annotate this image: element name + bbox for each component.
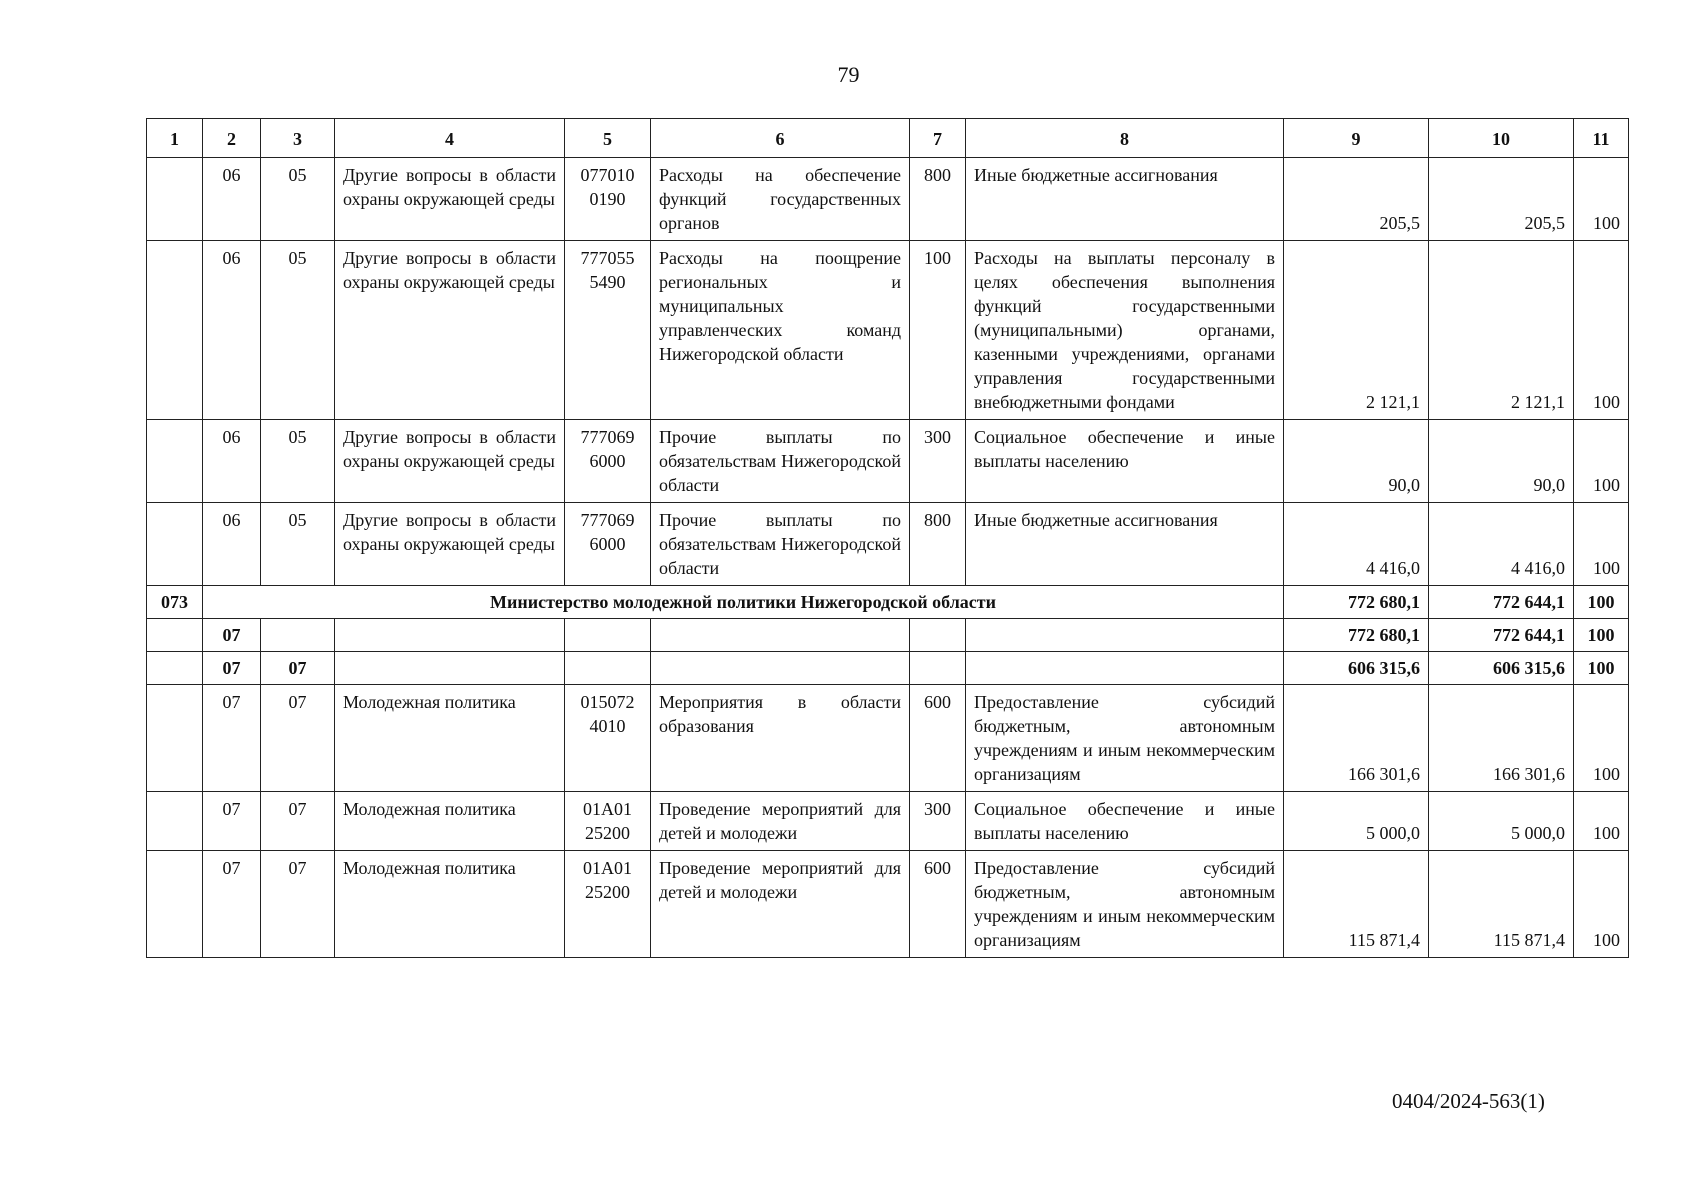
cell-target-name: [651, 652, 910, 685]
cell-percent: 100: [1574, 586, 1629, 619]
cell-percent: 100: [1574, 241, 1629, 420]
cell-percent: 100: [1574, 685, 1629, 792]
page-number: 79: [837, 62, 860, 87]
cell-target-code: 777069 6000: [565, 420, 651, 503]
cell-planned: 606 315,6: [1284, 652, 1429, 685]
cell-percent: 100: [1574, 619, 1629, 652]
cell-target-name: Прочие выплаты по обязательствам Нижегородской области: [651, 420, 910, 503]
section-total-row: [147, 619, 1629, 652]
cell-target-code: [565, 619, 651, 652]
cell-target-code: 01А01 25200: [565, 792, 651, 851]
cell-actual: 205,5: [1429, 158, 1574, 241]
cell-target-code: 777069 6000: [565, 503, 651, 586]
cell-expense-name: Предоставление субсидий бюджетным, автономным учреждениям и иным некоммерческим организациям: [966, 685, 1284, 792]
cell-expense-name: Расходы на выплаты персоналу в целях обеспечения выполнения функций государственными (муниципальными) органами, казенными учреждениями, органами управления государственными внебюджетными фондами: [966, 241, 1284, 420]
cell-subsection: 07: [261, 652, 335, 685]
cell-subsection: 05: [261, 241, 335, 420]
col-header: 9: [1284, 119, 1429, 158]
ministry-title: Министерство молодежной политики Нижегородской области: [203, 586, 1284, 619]
table-row: [147, 503, 1629, 586]
cell-subsection: 05: [261, 503, 335, 586]
cell-expense-code: [910, 619, 966, 652]
cell-subsection-name: Молодежная политика: [335, 851, 565, 958]
col-header: 8: [966, 119, 1284, 158]
cell-1: [147, 420, 203, 503]
cell-expense-name: Социальное обеспечение и иные выплаты населению: [966, 792, 1284, 851]
cell-expense-name: [966, 652, 1284, 685]
cell-actual: 4 416,0: [1429, 503, 1574, 586]
col-header: 6: [651, 119, 910, 158]
cell-expense-code: 800: [910, 503, 966, 586]
cell-1: [147, 158, 203, 241]
table-row: [147, 792, 1629, 851]
cell-subsection: 07: [261, 851, 335, 958]
table-row: [147, 241, 1629, 420]
cell-target-code: 01А01 25200: [565, 851, 651, 958]
cell-percent: 100: [1574, 420, 1629, 503]
cell-target-name: Прочие выплаты по обязательствам Нижегородской области: [651, 503, 910, 586]
cell-actual: 772 644,1: [1429, 619, 1574, 652]
cell-actual: 115 871,4: [1429, 851, 1574, 958]
cell-expense-name: Иные бюджетные ассигнования: [966, 503, 1284, 586]
cell-planned: 115 871,4: [1284, 851, 1429, 958]
cell-subsection: 05: [261, 158, 335, 241]
cell-section: 06: [203, 503, 261, 586]
cell-target-name: Расходы на обеспечение функций государственных органов: [651, 158, 910, 241]
cell-subsection: 07: [261, 685, 335, 792]
cell-planned: 4 416,0: [1284, 503, 1429, 586]
cell-expense-code: 300: [910, 792, 966, 851]
document-code: 0404/2024-563(1): [1392, 1089, 1545, 1113]
cell-planned: 166 301,6: [1284, 685, 1429, 792]
cell-section: 07: [203, 851, 261, 958]
cell-subsection-name: Другие вопросы в области охраны окружающей среды: [335, 420, 565, 503]
cell-percent: 100: [1574, 792, 1629, 851]
cell-planned: 5 000,0: [1284, 792, 1429, 851]
table-row: [147, 851, 1629, 958]
cell-subsection-name: Другие вопросы в области охраны окружающей среды: [335, 241, 565, 420]
cell-target-name: Проведение мероприятий для детей и молодежи: [651, 851, 910, 958]
cell-percent: 100: [1574, 158, 1629, 241]
cell-subsection: 05: [261, 420, 335, 503]
cell-section: 07: [203, 792, 261, 851]
cell-planned: 772 680,1: [1284, 619, 1429, 652]
cell-actual: 606 315,6: [1429, 652, 1574, 685]
cell-subsection-name: Другие вопросы в области охраны окружающей среды: [335, 503, 565, 586]
cell-subsection-name: [335, 619, 565, 652]
cell-1: [147, 685, 203, 792]
col-header: 5: [565, 119, 651, 158]
cell-percent: 100: [1574, 851, 1629, 958]
cell-1: [147, 851, 203, 958]
ministry-row: [147, 586, 1629, 619]
cell-target-code: 777055 5490: [565, 241, 651, 420]
cell-target-name: Мероприятия в области образования: [651, 685, 910, 792]
col-header: 1: [147, 119, 203, 158]
cell-expense-name: Предоставление субсидий бюджетным, автономным учреждениям и иным некоммерческим организациям: [966, 851, 1284, 958]
cell-actual: 2 121,1: [1429, 241, 1574, 420]
budget-table: [146, 118, 1629, 958]
subsection-total-row: [147, 652, 1629, 685]
cell-target-name: Расходы на поощрение региональных и муниципальных управленческих команд Нижегородской области: [651, 241, 910, 420]
cell-expense-code: 300: [910, 420, 966, 503]
table-row: [147, 158, 1629, 241]
table-row: [147, 420, 1629, 503]
cell-section: 06: [203, 158, 261, 241]
table-row: [147, 685, 1629, 792]
cell-1: [147, 503, 203, 586]
col-header: 2: [203, 119, 261, 158]
col-header: 4: [335, 119, 565, 158]
col-header: 11: [1574, 119, 1629, 158]
cell-actual: 166 301,6: [1429, 685, 1574, 792]
cell-section: 07: [203, 685, 261, 792]
cell-actual: 90,0: [1429, 420, 1574, 503]
cell-percent: 100: [1574, 503, 1629, 586]
cell-actual: 5 000,0: [1429, 792, 1574, 851]
cell-section: 06: [203, 420, 261, 503]
cell-subsection-name: Молодежная политика: [335, 685, 565, 792]
cell-planned: 205,5: [1284, 158, 1429, 241]
cell-planned: 772 680,1: [1284, 586, 1429, 619]
cell-expense-code: 800: [910, 158, 966, 241]
cell-expense-code: 600: [910, 851, 966, 958]
cell-subsection: 07: [261, 792, 335, 851]
cell-section: 06: [203, 241, 261, 420]
cell-expense-code: [910, 652, 966, 685]
cell-section: 07: [203, 619, 261, 652]
cell-expense-code: 600: [910, 685, 966, 792]
ministry-code: 073: [147, 586, 203, 619]
cell-expense-name: Социальное обеспечение и иные выплаты населению: [966, 420, 1284, 503]
cell-target-code: 015072 4010: [565, 685, 651, 792]
col-header: 3: [261, 119, 335, 158]
col-header: 7: [910, 119, 966, 158]
header-row: [147, 119, 1629, 158]
cell-subsection-name: Молодежная политика: [335, 792, 565, 851]
col-header: 10: [1429, 119, 1574, 158]
cell-expense-name: Иные бюджетные ассигнования: [966, 158, 1284, 241]
cell-1: [147, 652, 203, 685]
cell-expense-name: [966, 619, 1284, 652]
cell-target-code: 077010 0190: [565, 158, 651, 241]
cell-actual: 772 644,1: [1429, 586, 1574, 619]
cell-planned: 90,0: [1284, 420, 1429, 503]
cell-subsection-name: Другие вопросы в области охраны окружающей среды: [335, 158, 565, 241]
cell-1: [147, 792, 203, 851]
cell-expense-code: 100: [910, 241, 966, 420]
cell-subsection-name: [335, 652, 565, 685]
cell-target-code: [565, 652, 651, 685]
cell-subsection: [261, 619, 335, 652]
cell-1: [147, 619, 203, 652]
cell-percent: 100: [1574, 652, 1629, 685]
cell-target-name: [651, 619, 910, 652]
cell-planned: 2 121,1: [1284, 241, 1429, 420]
cell-section: 07: [203, 652, 261, 685]
cell-1: [147, 241, 203, 420]
cell-target-name: Проведение мероприятий для детей и молодежи: [651, 792, 910, 851]
